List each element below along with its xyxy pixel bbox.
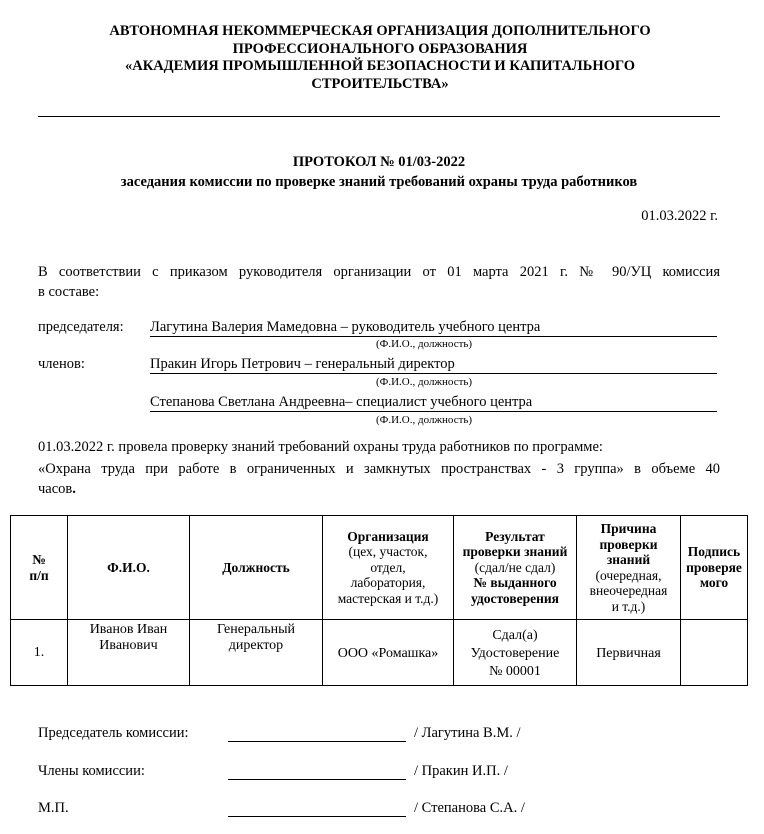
organization-header: [40, 23, 720, 93]
org-name-line: ПРОФЕССИОНАЛЬНОГО ОБРАЗОВАНИЯ: [232, 40, 528, 57]
cell-organization: ООО «Ромашка»: [323, 620, 454, 686]
header-reason: Причина проверки знаний (очередная, внеочередная и т.д.): [577, 516, 681, 620]
signature-name: / Лагутина В.М. /: [414, 725, 521, 741]
org-name-line: СТРОИТЕЛЬСТВА»: [311, 75, 449, 92]
signature-blank: [228, 741, 406, 742]
stamp-label: М.П.: [38, 800, 69, 816]
signature-name: / Степанова С.А. /: [414, 800, 525, 816]
chair-member: Лагутина Валерия Мамедовна – руководитель учебного центра: [150, 319, 717, 337]
program-line: «Охрана труда при работе в ограниченных и замкнутых пространствах - 3 группа» в объеме 40: [38, 461, 720, 477]
program-line-end: [38, 480, 720, 499]
protocol-date: 01.03.2022 г.: [641, 208, 718, 224]
fio-hint: (Ф.И.О., должность): [376, 414, 473, 426]
cell-number: 1.: [11, 620, 68, 686]
program-line: 01.03.2022 г. провела проверку знаний требований охраны труда работников по программе:: [38, 439, 603, 455]
commission-member: Степанова Светлана Андреевна– специалист учебного центра: [150, 394, 717, 412]
cell-signature: [681, 620, 748, 686]
signature-label: Председатель комиссии:: [38, 725, 189, 741]
signature-blank: [228, 816, 406, 817]
header-result: Результат проверки знаний (сдал/не сдал) № выданного удостоверения: [454, 516, 577, 620]
cell-position: Генеральный директор: [190, 620, 323, 686]
protocol-subtitle: заседания комиссии по проверке знаний требований охраны труда работников: [120, 174, 638, 190]
fio-hint: (Ф.И.О., должность): [376, 338, 473, 350]
header-position: Должность: [190, 516, 323, 620]
intro-line: в составе:: [38, 284, 100, 300]
header-fio: Ф.И.О.: [68, 516, 190, 620]
program-hours-word: часов: [38, 481, 73, 497]
signature-label: Члены комиссии:: [38, 763, 145, 779]
table-row: [11, 620, 748, 686]
header-organization: Организация (цех, участок, отдел, лаборатория, мастерская и т.д.): [323, 516, 454, 620]
protocol-title: ПРОТОКОЛ № 01/03-2022: [292, 154, 466, 170]
header-number: № п/п: [11, 516, 68, 620]
intro-line: В соответствии с приказом руководителя организации от 01 марта 2021 г. № 90/УЦ комиссия: [38, 264, 720, 280]
header-signature: Подпись проверяе мого: [681, 516, 748, 620]
header-divider: [38, 116, 720, 117]
chair-role-label: председателя:: [38, 319, 124, 335]
cell-reason: Первичная: [577, 620, 681, 686]
table-header-row: [11, 516, 748, 620]
org-name-line: АВТОНОМНАЯ НЕКОММЕРЧЕСКАЯ ОРГАНИЗАЦИЯ ДОПОЛНИТЕЛЬНОГО: [109, 23, 651, 39]
cell-fio: Иванов Иван Иванович: [68, 620, 190, 686]
signature-name: / Пракин И.П. /: [414, 763, 508, 779]
results-table: [10, 515, 748, 686]
commission-member: Пракин Игорь Петрович – генеральный директор: [150, 356, 717, 374]
org-name-line: «АКАДЕМИЯ ПРОМЫШЛЕННОЙ БЕЗОПАСНОСТИ И КАПИТАЛЬНОГО: [124, 58, 636, 74]
signature-blank: [228, 779, 406, 780]
cell-result: Сдал(а) Удостоверение № 00001: [454, 620, 577, 686]
fio-hint: (Ф.И.О., должность): [376, 376, 473, 388]
members-role-label: членов:: [38, 356, 85, 372]
program-period: .: [72, 481, 76, 497]
